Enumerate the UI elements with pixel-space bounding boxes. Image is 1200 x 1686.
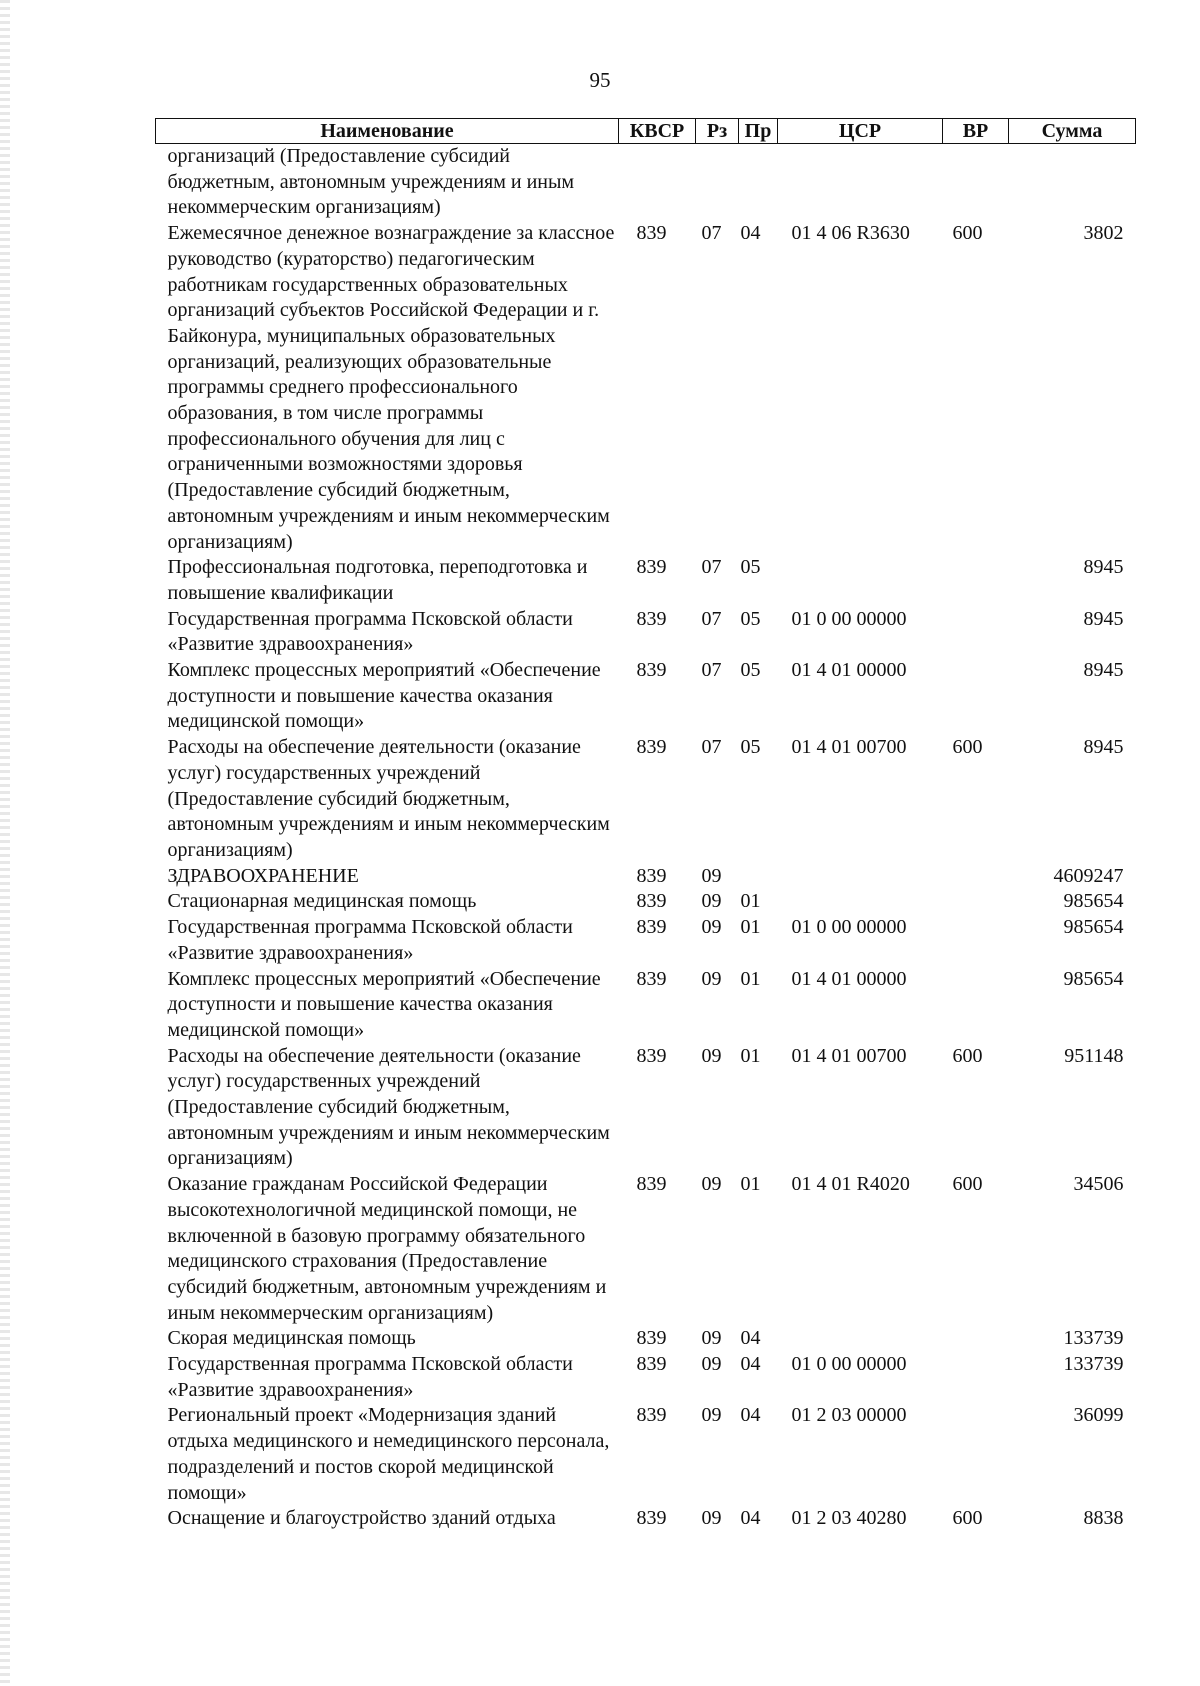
cell-pr <box>739 864 778 890</box>
cell-name: Региональный проект «Модернизация зданий отдыха медицинского и немедицинского персонала, подразделений и постов скорой медицинской помощи» <box>167 1404 610 1504</box>
cell-csr <box>778 1326 943 1352</box>
cell-rz: 07 <box>701 556 722 579</box>
header-csr: ЦСР <box>778 119 943 144</box>
cell-rz: 09 <box>701 967 722 990</box>
header-sum: Сумма <box>1009 119 1136 144</box>
cell-name: Государственная программа Псковской области «Развитие здравоохранения» <box>167 607 573 656</box>
cell-vr <box>943 889 1009 915</box>
cell-rz: 09 <box>701 1173 722 1196</box>
cell-sum: 8945 <box>1083 736 1124 759</box>
cell-pr: 04 <box>740 1404 761 1427</box>
cell-csr <box>778 864 943 890</box>
cell-rz: 09 <box>701 1404 722 1427</box>
cell-kvsr: 839 <box>636 1507 667 1530</box>
cell-rz: 07 <box>701 659 722 682</box>
cell-pr: 05 <box>740 659 761 682</box>
cell-name: Стационарная медицинская помощь <box>167 890 477 913</box>
cell-sum <box>1009 144 1136 222</box>
scan-edge <box>0 0 10 1686</box>
cell-kvsr: 839 <box>636 1044 667 1067</box>
cell-rz <box>696 144 739 222</box>
table-row <box>156 915 1136 966</box>
cell-vr: 600 <box>952 1044 983 1067</box>
header-vr: ВР <box>943 119 1009 144</box>
header-row <box>156 119 1136 144</box>
table-row <box>156 967 1136 1044</box>
cell-kvsr: 839 <box>636 864 667 887</box>
header-name: Наименование <box>156 119 619 144</box>
cell-pr: 01 <box>740 1044 761 1067</box>
cell-rz: 07 <box>701 736 722 759</box>
header-kvsr: КВСР <box>619 119 696 144</box>
cell-sum: 3802 <box>1083 222 1124 245</box>
table-row <box>156 1403 1136 1506</box>
cell-pr: 04 <box>740 1353 761 1376</box>
budget-table <box>155 118 1136 1532</box>
cell-name: Государственная программа Псковской области «Развитие здравоохранения» <box>167 1353 573 1401</box>
cell-csr: 01 4 01 00700 <box>791 1044 907 1067</box>
cell-csr: 01 4 01 00000 <box>791 967 907 990</box>
cell-vr <box>943 658 1009 735</box>
cell-sum: 34506 <box>1073 1173 1124 1196</box>
cell-csr: 01 4 01 R4020 <box>791 1173 910 1196</box>
table-row <box>156 555 1136 606</box>
cell-kvsr: 839 <box>636 916 667 939</box>
cell-sum: 4609247 <box>1053 864 1124 887</box>
cell-pr: 01 <box>740 967 761 990</box>
cell-pr: 05 <box>740 607 761 630</box>
header-rz: Рз <box>696 119 739 144</box>
cell-sum: 8945 <box>1083 556 1124 579</box>
cell-name: Комплекс процессных мероприятий «Обеспечение доступности и повышение качества оказания медицинской помощи» <box>167 659 601 733</box>
cell-rz: 09 <box>701 916 722 939</box>
cell-vr <box>943 864 1009 890</box>
cell-rz: 07 <box>701 222 722 245</box>
cell-rz: 07 <box>701 607 722 630</box>
cell-name: Скорая медицинская помощь <box>167 1327 416 1350</box>
cell-pr: 01 <box>740 916 761 939</box>
cell-rz: 09 <box>701 864 722 887</box>
cell-name: Расходы на обеспечение деятельности (оказание услуг) государственных учреждений (Предоставление субсидий бюджетным, автономным учреждениям и иным некоммерческим организациям) <box>167 736 610 861</box>
header-pr: Пр <box>739 119 778 144</box>
table-body <box>156 144 1136 1532</box>
cell-vr: 600 <box>952 1173 983 1196</box>
cell-name: ЗДРАВООХРАНЕНИЕ <box>167 864 359 887</box>
cell-vr <box>943 915 1009 966</box>
table-row <box>156 1326 1136 1352</box>
cell-kvsr: 839 <box>636 890 667 913</box>
cell-csr: 01 0 00 00000 <box>791 607 907 630</box>
cell-pr: 04 <box>740 222 761 245</box>
cell-kvsr: 839 <box>636 967 667 990</box>
cell-sum: 8838 <box>1083 1507 1124 1530</box>
table-row <box>156 1172 1136 1326</box>
page-number: 95 <box>589 68 611 92</box>
cell-rz: 09 <box>701 1507 722 1530</box>
cell-pr: 01 <box>740 890 761 913</box>
cell-pr: 05 <box>740 556 761 579</box>
cell-vr <box>943 1403 1009 1506</box>
cell-csr: 01 0 00 00000 <box>791 916 907 939</box>
cell-vr <box>943 555 1009 606</box>
cell-sum: 985654 <box>1063 967 1124 990</box>
cell-csr <box>778 555 943 606</box>
table-row <box>156 658 1136 735</box>
cell-name: Оснащение и благоустройство зданий отдыха <box>167 1507 556 1530</box>
table-row <box>156 1352 1136 1403</box>
cell-sum: 36099 <box>1073 1404 1124 1427</box>
cell-vr <box>943 144 1009 222</box>
cell-kvsr: 839 <box>636 222 667 245</box>
cell-name: Оказание гражданам Российской Федерации высокотехнологичной медицинской помощи, не включенной в базовую программу обязательного медицинского страхования (Предоставление субсидий бюджетным, автономным учреждениям и иным некоммерческим организациям) <box>167 1173 607 1324</box>
cell-csr: 01 0 00 00000 <box>791 1353 907 1376</box>
cell-kvsr: 839 <box>636 659 667 682</box>
cell-rz: 09 <box>701 890 722 913</box>
table-row <box>156 1506 1136 1532</box>
cell-kvsr: 839 <box>636 1327 667 1350</box>
table-row <box>156 889 1136 915</box>
table-header <box>156 119 1136 144</box>
cell-csr: 01 2 03 00000 <box>791 1404 907 1427</box>
cell-name: Профессиональная подготовка, переподготовка и повышение квалификации <box>167 556 588 604</box>
table-row <box>156 221 1136 555</box>
cell-csr <box>778 889 943 915</box>
cell-csr: 01 2 03 40280 <box>791 1507 907 1530</box>
cell-sum: 985654 <box>1063 916 1124 939</box>
cell-kvsr: 839 <box>636 1353 667 1376</box>
cell-kvsr: 839 <box>636 736 667 759</box>
cell-sum: 951148 <box>1064 1044 1124 1067</box>
cell-sum: 8945 <box>1083 607 1124 630</box>
cell-pr <box>739 144 778 222</box>
cell-name: организаций (Предоставление субсидий бюджетным, автономным учреждениям и иным некоммерческим организациям) <box>167 145 575 219</box>
cell-rz: 09 <box>701 1353 722 1376</box>
cell-kvsr <box>619 144 696 222</box>
cell-pr: 05 <box>740 736 761 759</box>
cell-vr: 600 <box>952 1507 983 1530</box>
cell-rz: 09 <box>701 1327 722 1350</box>
table-row <box>156 735 1136 864</box>
cell-vr <box>943 1352 1009 1403</box>
cell-csr: 01 4 01 00700 <box>791 736 907 759</box>
cell-kvsr: 839 <box>636 1404 667 1427</box>
cell-kvsr: 839 <box>636 1173 667 1196</box>
table-row <box>156 607 1136 658</box>
cell-name: Комплекс процессных мероприятий «Обеспечение доступности и повышение качества оказания медицинской помощи» <box>167 967 601 1041</box>
cell-name: Ежемесячное денежное вознаграждение за классное руководство (кураторство) педагогическим работникам государственных образовательных организаций субъектов Российской Федерации и г. Байконура, муниципальных образовательных организаций, реализующих образовательные программы среднего профессионального образования, в том числе программы профессионального обучения для лиц с ограниченными возможностями здоровья (Предоставление субсидий бюджетным, автономным учреждениям и иным некоммерческим организациям) <box>167 222 615 553</box>
cell-sum: 133739 <box>1063 1327 1124 1350</box>
cell-kvsr: 839 <box>636 607 667 630</box>
cell-vr <box>943 967 1009 1044</box>
cell-kvsr: 839 <box>636 556 667 579</box>
cell-pr: 04 <box>740 1507 761 1530</box>
cell-csr <box>778 144 943 222</box>
cell-sum: 8945 <box>1083 659 1124 682</box>
cell-name: Расходы на обеспечение деятельности (оказание услуг) государственных учреждений (Предоставление субсидий бюджетным, автономным учреждениям и иным некоммерческим организациям) <box>167 1044 610 1170</box>
cell-vr: 600 <box>952 222 983 245</box>
table-row <box>156 1044 1136 1173</box>
cell-pr: 01 <box>740 1173 761 1196</box>
cell-rz: 09 <box>701 1044 722 1067</box>
cell-sum: 985654 <box>1063 890 1124 913</box>
cell-csr: 01 4 01 00000 <box>791 659 907 682</box>
cell-csr: 01 4 06 R3630 <box>791 222 910 245</box>
cell-sum: 133739 <box>1063 1353 1124 1376</box>
cell-vr <box>943 1326 1009 1352</box>
cell-vr: 600 <box>952 736 983 759</box>
cell-vr <box>943 607 1009 658</box>
table-row <box>156 144 1136 222</box>
cell-name: Государственная программа Псковской области «Развитие здравоохранения» <box>167 916 573 964</box>
table-row <box>156 864 1136 890</box>
cell-pr: 04 <box>740 1327 761 1350</box>
